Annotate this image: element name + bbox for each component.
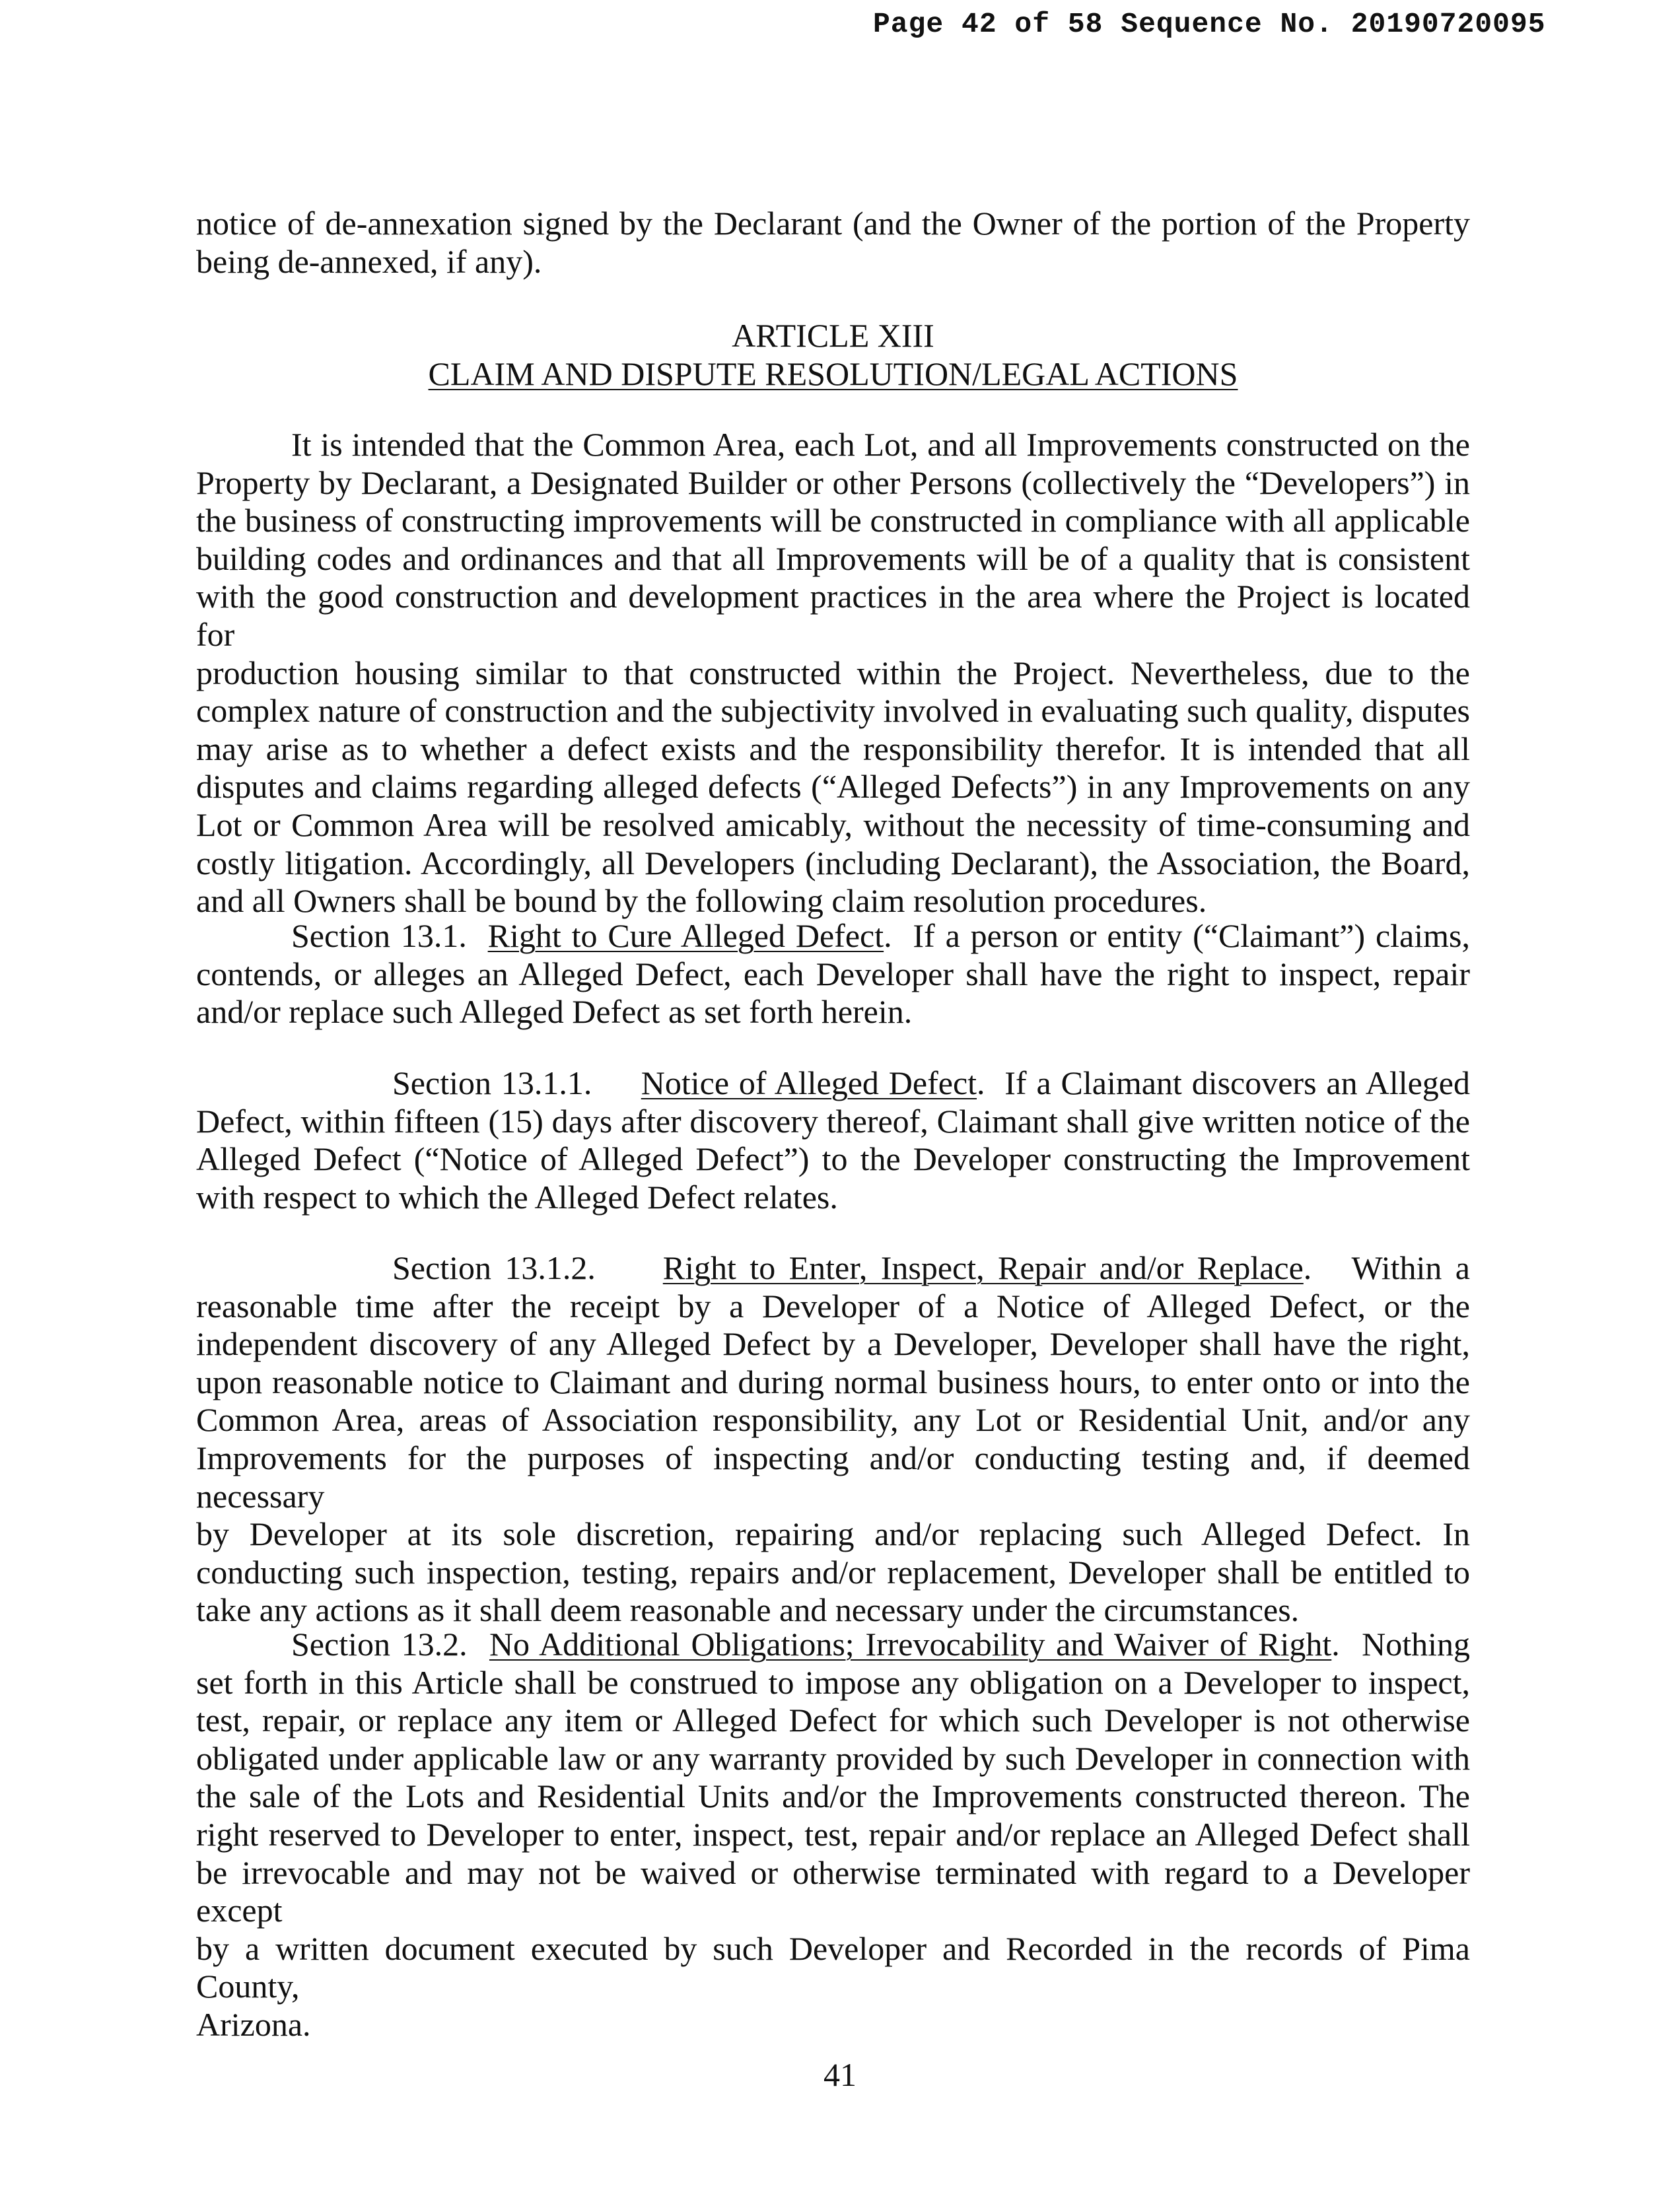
- section-number: Section 13.1.: [291, 917, 488, 954]
- text-line: with the good construction and development practices in the area where the Project is located for: [196, 578, 1470, 653]
- text-line: set forth in this Article shall be construed to impose any obligation on a Developer to inspect,: [196, 1663, 1470, 1701]
- section-13-1-1-paragraph: [196, 1064, 1470, 1216]
- text-line: by Developer at its sole discretion, repairing and/or replacing such Alleged Defect. In: [196, 1515, 1470, 1553]
- text-line: be irrevocable and may not be waived or otherwise terminated with regard to a Developer except: [196, 1853, 1470, 1929]
- text-line: by a written document executed by such Developer and Recorded in the records of Pima County,: [196, 1929, 1470, 2005]
- text-line: Lot or Common Area will be resolved amicably, without the necessity of time-consuming and: [196, 806, 1470, 843]
- section-number: Section 13.2.: [291, 1626, 489, 1663]
- section-text: . If a Claimant discovers an Alleged: [977, 1064, 1470, 1101]
- section-heading: Right to Cure Alleged Defect: [487, 917, 884, 954]
- text-line: right reserved to Developer to enter, inspect, test, repair and/or replace an Alleged Defect shall: [196, 1815, 1470, 1853]
- section-text: . Within a: [1303, 1249, 1470, 1286]
- article-number: ARTICLE XIII: [732, 317, 934, 354]
- text-line: being de-annexed, if any).: [196, 242, 542, 280]
- text-line: take any actions as it shall deem reasonable and necessary under the circumstances.: [196, 1591, 1300, 1629]
- text-line: disputes and claims regarding alleged defects (“Alleged Defects”) in any Improvements on any: [196, 768, 1470, 806]
- preamble-paragraph: [196, 426, 1470, 920]
- text-line: independent discovery of any Alleged Defect by a Developer, Developer shall have the right,: [196, 1325, 1470, 1363]
- section-heading: Notice of Alleged Defect: [641, 1064, 977, 1101]
- text-line: [196, 1064, 1470, 1103]
- text-line: the sale of the Lots and Residential Units and/or the Improvements constructed thereon. The: [196, 1777, 1470, 1815]
- text-line: Arizona.: [196, 2005, 311, 2043]
- text-line: with respect to which the Alleged Defect relates.: [196, 1178, 838, 1216]
- article-heading: [196, 317, 1470, 393]
- article-title: CLAIM AND DISPUTE RESOLUTION/LEGAL ACTIONS: [428, 355, 1238, 392]
- page-sequence-header: Page 42 of 58 Sequence No. 20190720095: [873, 8, 1546, 40]
- text-line: notice of de-annexation signed by the Declarant (and the Owner of the portion of the Property: [196, 205, 1470, 242]
- text-line: and/or replace such Alleged Defect as set forth herein.: [196, 993, 913, 1031]
- section-number: Section 13.1.2.: [392, 1249, 663, 1286]
- text-line: may arise as to whether a defect exists and the responsibility therefor. It is intended that all: [196, 730, 1470, 767]
- text-line: upon reasonable notice to Claimant and during normal business hours, to enter onto or into the: [196, 1363, 1470, 1400]
- section-number: Section 13.1.1.: [392, 1064, 641, 1101]
- section-heading: No Additional Obligations; Irrevocability and Waiver of Right: [489, 1626, 1332, 1663]
- section-heading: Right to Enter, Inspect, Repair and/or Replace: [662, 1249, 1304, 1286]
- text-line: costly litigation. Accordingly, all Developers (including Declarant), the Association, the Board,: [196, 844, 1470, 881]
- section-13-1-2-paragraph: [196, 1249, 1470, 1630]
- text-line: [196, 1249, 1470, 1288]
- section-text: . If a person or entity (“Claimant”) claims,: [884, 917, 1470, 954]
- text-line: obligated under applicable law or any warranty provided by such Developer in connection with: [196, 1739, 1470, 1777]
- intro-paragraph: [196, 205, 1470, 281]
- text-line: [196, 917, 1470, 955]
- text-line: It is intended that the Common Area, each Lot, and all Improvements constructed on the: [291, 426, 1470, 463]
- text-line: Improvements for the purposes of inspecting and/or conducting testing and, if deemed necessary: [196, 1439, 1470, 1515]
- text-line: Alleged Defect (“Notice of Alleged Defect”) to the Developer constructing the Improvement: [196, 1140, 1470, 1178]
- text-line: [196, 1626, 1470, 1664]
- text-line: the business of constructing improvements will be constructed in compliance with all applicable: [196, 502, 1470, 539]
- text-line: Common Area, areas of Association responsibility, any Lot or Residential Unit, and/or any: [196, 1401, 1470, 1439]
- text-line: test, repair, or replace any item or Alleged Defect for which such Developer is not otherwise: [196, 1702, 1470, 1739]
- text-line: Property by Declarant, a Designated Builder or other Persons (collectively the “Developers”) in: [196, 464, 1470, 501]
- text-line: production housing similar to that constructed within the Project. Nevertheless, due to the: [196, 654, 1470, 691]
- text-line: building codes and ordinances and that all Improvements will be of a quality that is consistent: [196, 539, 1470, 577]
- section-text: . Nothing: [1331, 1626, 1470, 1663]
- section-13-2-paragraph: [196, 1626, 1470, 2044]
- text-line: and all Owners shall be bound by the following claim resolution procedures.: [196, 882, 1207, 920]
- text-line: conducting such inspection, testing, repairs and/or replacement, Developer shall be entitled to: [196, 1553, 1470, 1591]
- text-line: contends, or alleges an Alleged Defect, each Developer shall have the right to inspect, repair: [196, 955, 1470, 992]
- section-13-1-paragraph: [196, 917, 1470, 1031]
- text-line: Defect, within fifteen (15) days after discovery thereof, Claimant shall give written notice of the: [196, 1102, 1470, 1140]
- text-line: reasonable time after the receipt by a Developer of a Notice of Alleged Defect, or the: [196, 1287, 1470, 1325]
- page-number: 41: [823, 2056, 857, 2093]
- text-line: complex nature of construction and the subjectivity involved in evaluating such quality, disputes: [196, 692, 1470, 730]
